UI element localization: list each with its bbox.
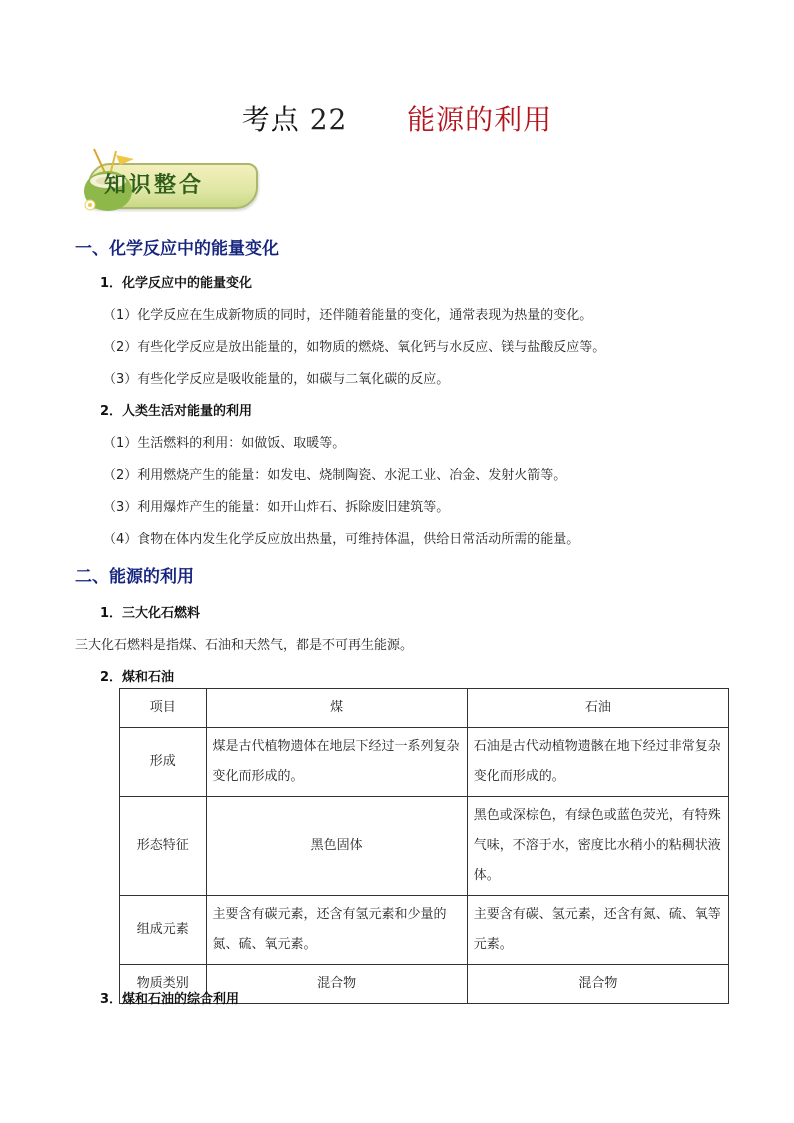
row-label: 形态特征 [120,797,207,896]
section2-sub2-title: 2．煤和石油 [100,670,175,685]
title-number: 22 [309,103,348,136]
section1-title: 一、化学反应中的能量变化 [75,239,279,259]
list-item: （1）化学反应在生成新物质的同时，还伴随着能量的变化，通常表现为热量的变化。 [103,308,593,323]
knowledge-banner [76,145,256,215]
list-item: （2）利用燃烧产生的能量：如发电、烧制陶瓷、水泥工业、冶金、发射火箭等。 [103,468,567,483]
table-row [120,896,729,965]
banner-label: 知识整合 [104,172,205,198]
section2-sub1-title: 1．三大化石燃料 [100,606,201,621]
section2-title: 二、能源的利用 [75,567,194,587]
page-title [0,98,794,138]
coal-cell: 黑色固体 [206,797,467,896]
coal-oil-table [119,688,729,1004]
section1-sub2-title: 2．人类生活对能量的利用 [100,404,253,419]
list-item: （3）利用爆炸产生的能量：如开山炸石、拆除废旧建筑等。 [103,500,450,515]
oil-cell: 石油是古代动植物遗骸在地下经过非常复杂变化而形成的。 [467,728,728,797]
row-label: 组成元素 [120,896,207,965]
coal-cell: 主要含有碳元素，还含有氢元素和少量的氮、硫、氧元素。 [206,896,467,965]
table-row [120,728,729,797]
oil-cell: 黑色或深棕色，有绿色或蓝色荧光，有特殊气味，不溶于水，密度比水稍小的粘稠状液体。 [467,797,728,896]
oil-cell: 混合物 [467,965,728,1004]
coal-cell: 煤是古代植物遗体在地层下经过一系列复杂变化而形成的。 [206,728,467,797]
list-item: （2）有些化学反应是放出能量的，如物质的燃烧、氧化钙与水反应、镁与盐酸反应等。 [103,340,606,355]
list-item: （1）生活燃料的利用：如做饭、取暖等。 [103,436,346,451]
table-header-row [120,689,729,728]
row-label: 形成 [120,728,207,797]
section1-sub1-title: 1．化学反应中的能量变化 [100,276,253,291]
list-item: （3）有些化学反应是吸收能量的，如碳与二氧化碳的反应。 [103,372,450,387]
oil-cell: 主要含有碳、氢元素，还含有氮、硫、氧等元素。 [467,896,728,965]
table-header: 项目 [120,689,207,728]
coal-cell: 混合物 [206,965,467,1004]
row-label: 物质类别 [120,965,207,1004]
title-kaodian: 考点 [241,103,300,136]
table-header: 石油 [467,689,728,728]
title-topic: 能源的利用 [407,103,553,136]
table-row [120,797,729,896]
list-item: （4）食物在体内发生化学反应放出热量，可维持体温，供给日常活动所需的能量。 [103,532,580,547]
section2-sub3-title: 3．煤和石油的综合利用 [100,992,240,1007]
table-header: 煤 [206,689,467,728]
section2-sub1-text: 三大化石燃料是指煤、石油和天然气，都是不可再生能源。 [75,638,414,653]
